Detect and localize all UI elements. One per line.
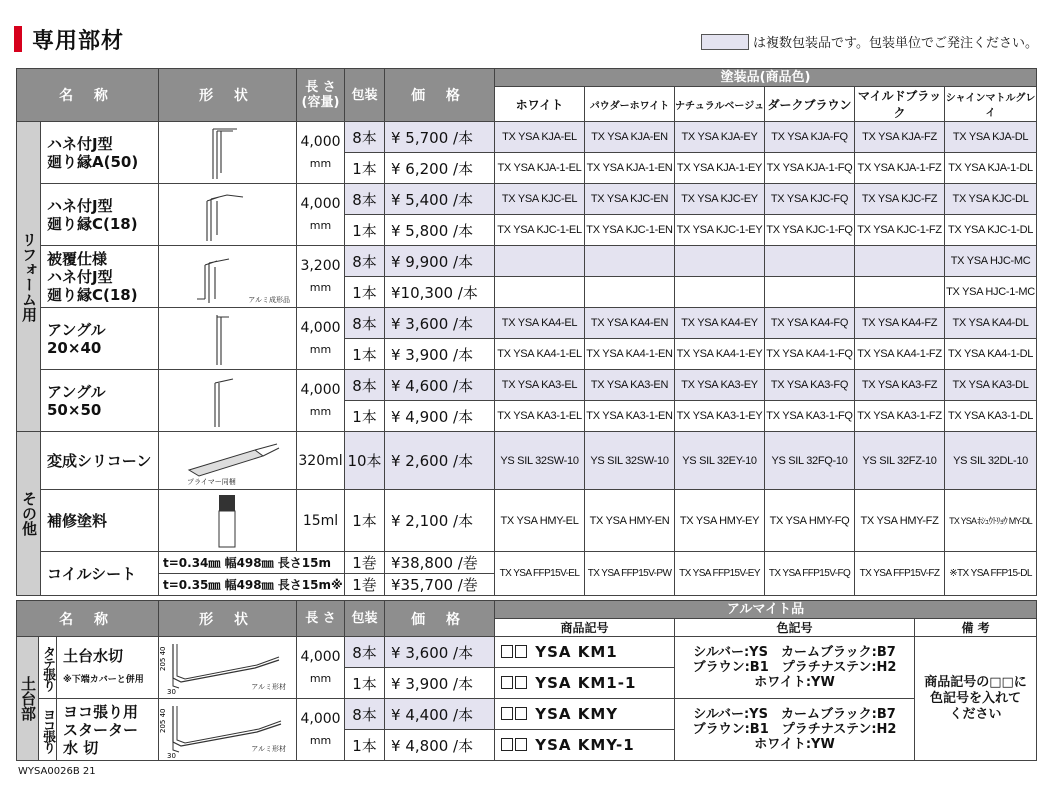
- pack: 1本: [345, 277, 385, 308]
- product-code: TX YSA KA3-1-EL: [495, 401, 585, 432]
- product-code: [495, 637, 675, 668]
- group-dodai: 土台部: [17, 637, 39, 761]
- product-code: TX YSA KA4-EN: [585, 308, 675, 339]
- length-cell: [297, 308, 345, 370]
- product-code: TX YSA HMY-EY: [675, 490, 765, 552]
- product-code: TX YSA KA3-EL: [495, 370, 585, 401]
- product-code: TX YSA KA3-1-DL: [945, 401, 1037, 432]
- item-name-line: 廻り縁C(18): [47, 214, 138, 233]
- item-name-cell: [41, 308, 159, 370]
- length-cell: [297, 246, 345, 308]
- product-code: TX YSA HMY-EL: [495, 490, 585, 552]
- multi-pack-swatch: [701, 34, 749, 50]
- product-code: TX YSA KA3-FZ: [855, 370, 945, 401]
- product-code: TX YSA KA4-FZ: [855, 308, 945, 339]
- shape-note: アルミ形材: [251, 745, 287, 753]
- length-value: 4,000: [300, 710, 341, 727]
- color-line: ブラウン:B1 プラチナステン:H2: [692, 660, 897, 675]
- product-code: [585, 277, 675, 308]
- group-reform: リフォーム用: [17, 122, 41, 432]
- shape-cell: [159, 246, 297, 308]
- alumite-parts-table: [16, 600, 1037, 761]
- pack: 1本: [345, 490, 385, 552]
- pack: 1本: [345, 339, 385, 370]
- profile-drawing: [159, 309, 295, 369]
- pack: 8本: [345, 370, 385, 401]
- product-code: TX YSA FFP15V-PW: [585, 552, 675, 596]
- price: ¥ 4,900 /本: [385, 401, 495, 432]
- col-colors-header: 塗装品(商品色): [495, 69, 1037, 87]
- length-unit: mm: [309, 280, 332, 294]
- item-name-line: ハネ付J型: [47, 196, 113, 215]
- item-name-cell: 補修塗料: [41, 490, 159, 552]
- t2-code-header: 商品記号: [495, 619, 675, 637]
- item-name-cell: 変成シリコーン: [41, 432, 159, 490]
- table-row: [17, 370, 1037, 401]
- t2-length-header: 長 さ: [297, 601, 345, 637]
- product-code: ※TX YSA FFP15-DL: [945, 552, 1037, 596]
- pack: 8本: [345, 122, 385, 153]
- t2-shape-header: 形 状: [159, 601, 297, 637]
- t2-price-header: 価 格: [385, 601, 495, 637]
- length-value: 3,200: [300, 257, 341, 274]
- item-name-line: アングル: [47, 320, 106, 339]
- product-code: TX YSA KJC-1-FZ: [855, 215, 945, 246]
- product-code: YS SIL 32SW-10: [495, 432, 585, 490]
- col-price-header: 価 格: [385, 69, 495, 122]
- svg-text:30: 30: [167, 687, 176, 696]
- shape-cell: [159, 122, 297, 184]
- shape-note: プライマー同梱: [187, 478, 236, 486]
- product-code: TX YSA FFP15V-FQ: [765, 552, 855, 596]
- page-title: 専用部材: [32, 28, 125, 54]
- product-code: TX YSA KJC-1-FQ: [765, 215, 855, 246]
- product-code: YS SIL 32DL-10: [945, 432, 1037, 490]
- shape-cell: [159, 432, 297, 490]
- pack: 8本: [345, 699, 385, 730]
- color-header-4: マイルドブラック: [855, 87, 945, 122]
- product-code: TX YSA HJC-1-MC: [945, 277, 1037, 308]
- product-code: TX YSA KJC-FQ: [765, 184, 855, 215]
- item-name-line: スターター: [63, 720, 139, 739]
- product-code: TX YSA KJA-EN: [585, 122, 675, 153]
- length-cell: 15ml: [297, 490, 345, 552]
- product-code: [495, 246, 585, 277]
- color-header-0: ホワイト: [495, 87, 585, 122]
- product-code-text: YSA KMY: [535, 705, 619, 723]
- pack: 8本: [345, 308, 385, 339]
- product-code: TX YSA KJA-1-EN: [585, 153, 675, 184]
- item-name-cell: [41, 370, 159, 432]
- pack: 8本: [345, 184, 385, 215]
- col-length-header: 長 さ(容量): [297, 69, 345, 122]
- svg-text:30: 30: [167, 751, 176, 760]
- price: ¥ 3,900 /本: [385, 339, 495, 370]
- product-code: [765, 277, 855, 308]
- product-code: TX YSA KA3-1-EN: [585, 401, 675, 432]
- price: ¥ 3,900 /本: [385, 668, 495, 699]
- coil-spec: t=0.34㎜ 幅498㎜ 長さ15m: [159, 552, 345, 574]
- product-code: TX YSA KA4-1-FQ: [765, 339, 855, 370]
- item-name-line: 50×50: [47, 400, 102, 419]
- product-code: TX YSA KA4-EL: [495, 308, 585, 339]
- profile-drawing: [159, 123, 295, 183]
- item-name-cell: [41, 184, 159, 246]
- item-dodai-mizukiri: [57, 637, 159, 699]
- pack: 8本: [345, 637, 385, 668]
- shape-dodai-mizukiri: [159, 637, 297, 699]
- length-unit: mm: [309, 156, 332, 170]
- t2-remarks-header: 備 考: [915, 619, 1037, 637]
- length-unit: mm: [309, 671, 332, 685]
- product-code: TX YSA KA3-FQ: [765, 370, 855, 401]
- color-codes-1: [675, 637, 915, 699]
- profile-drawing: [159, 371, 295, 431]
- product-code: YS SIL 32FQ-10: [765, 432, 855, 490]
- pack: 1本: [345, 153, 385, 184]
- product-code: TX YSA KJA-1-FZ: [855, 153, 945, 184]
- product-code: TX YSA KJA-1-FQ: [765, 153, 855, 184]
- color-header-2: ナチュラルベージュ: [675, 87, 765, 122]
- product-code: TX YSA KJA-1-EY: [675, 153, 765, 184]
- item-name-line: ヨコ張り用: [63, 702, 139, 721]
- pack: 1巻: [345, 574, 385, 596]
- product-code: [675, 277, 765, 308]
- document-id: WYSA0026B 21: [18, 766, 96, 777]
- product-code: TX YSA FFP15V-EL: [495, 552, 585, 596]
- price: ¥35,700 /巻: [385, 574, 495, 596]
- product-code: TX YSA KJC-EL: [495, 184, 585, 215]
- price: ¥ 3,600 /本: [385, 308, 495, 339]
- svg-text:205 40: 205 40: [159, 708, 168, 733]
- product-code: TX YSA KA4-1-EN: [585, 339, 675, 370]
- packaging-note-text: は複数包装品です。包装単位でご発注ください。: [753, 36, 1038, 51]
- product-code: [495, 668, 675, 699]
- header-accent-bar: [14, 26, 22, 52]
- coil-spec: t=0.35㎜ 幅498㎜ 長さ15m※: [159, 574, 345, 596]
- color-codes-2: [675, 699, 915, 761]
- color-header-1: パウダーホワイト: [585, 87, 675, 122]
- product-code: TX YSA KA3-1-EY: [675, 401, 765, 432]
- item-name-cell: [41, 246, 159, 308]
- item-name-line: 水 切: [63, 738, 99, 757]
- product-code: [495, 730, 675, 761]
- table-row: [17, 552, 1037, 574]
- product-code: [675, 246, 765, 277]
- packaging-note: [701, 32, 1038, 51]
- pack: 1巻: [345, 552, 385, 574]
- product-code: TX YSA KA4-1-EL: [495, 339, 585, 370]
- pack: 1本: [345, 668, 385, 699]
- length-yoko: [297, 699, 345, 761]
- shape-yoko-starter: [159, 699, 297, 761]
- price: ¥ 5,400 /本: [385, 184, 495, 215]
- price: ¥10,300 /本: [385, 277, 495, 308]
- paint-bottle-drawing: [159, 491, 295, 551]
- remarks: [915, 637, 1037, 761]
- length-dodai: [297, 637, 345, 699]
- length-cell: 320ml: [297, 432, 345, 490]
- product-code: TX YSA ﾎｼｭｳﾄﾘｮｳ MY-DL: [945, 490, 1037, 552]
- product-code: [495, 277, 585, 308]
- color-line: ブラウン:B1 プラチナステン:H2: [692, 722, 897, 737]
- product-code: YS SIL 32FZ-10: [855, 432, 945, 490]
- product-code: TX YSA KA3-1-FZ: [855, 401, 945, 432]
- table-row: [17, 308, 1037, 339]
- pack: 1本: [345, 215, 385, 246]
- product-code: [585, 246, 675, 277]
- product-code: TX YSA FFP15V-FZ: [855, 552, 945, 596]
- shape-note: アルミ形材: [251, 683, 287, 691]
- svg-text:205 40: 205 40: [159, 646, 168, 671]
- col-shape-header: 形 状: [159, 69, 297, 122]
- product-code-text: YSA KM1: [535, 643, 618, 661]
- price: ¥ 4,400 /本: [385, 699, 495, 730]
- color-header-3: ダークブラウン: [765, 87, 855, 122]
- length-unit: mm: [309, 218, 332, 232]
- product-code: TX YSA KJA-1-EL: [495, 153, 585, 184]
- length-value: 4,000: [300, 195, 341, 212]
- product-code: TX YSA KA3-EY: [675, 370, 765, 401]
- product-code: TX YSA KJC-FZ: [855, 184, 945, 215]
- product-code: [765, 246, 855, 277]
- product-code: TX YSA HJC-MC: [945, 246, 1037, 277]
- section-header: [14, 24, 124, 54]
- color-line: ホワイト:YW: [754, 737, 835, 752]
- t2-color-header: 色記号: [675, 619, 915, 637]
- sub-tate: タテ張り: [39, 637, 57, 699]
- product-code: TX YSA KA4-1-FZ: [855, 339, 945, 370]
- item-name-line: ハネ付J型: [47, 134, 113, 153]
- product-code-text: YSA KMY-1: [535, 736, 635, 754]
- group-other: その他: [17, 432, 41, 596]
- product-code: [495, 699, 675, 730]
- price: ¥38,800 /巻: [385, 552, 495, 574]
- product-code: TX YSA KJA-FQ: [765, 122, 855, 153]
- price: ¥ 2,600 /本: [385, 432, 495, 490]
- price: ¥ 5,700 /本: [385, 122, 495, 153]
- product-code: TX YSA HMY-FZ: [855, 490, 945, 552]
- t2-name-header: 名 称: [17, 601, 159, 637]
- remarks-line: 色記号を入れて: [930, 690, 1022, 706]
- t2-alumite-header: アルマイト品: [495, 601, 1037, 619]
- pack: 8本: [345, 246, 385, 277]
- sub-yoko: ヨコ張り: [39, 699, 57, 761]
- color-line: シルバー:YS カームブラック:B7: [693, 645, 896, 660]
- t2-pack-header: 包装: [345, 601, 385, 637]
- price: ¥ 4,800 /本: [385, 730, 495, 761]
- col-name-header: 名 称: [17, 69, 159, 122]
- product-code: YS SIL 32SW-10: [585, 432, 675, 490]
- product-code-text: YSA KM1-1: [535, 674, 637, 692]
- remarks-line: ください: [949, 706, 1002, 722]
- product-code: TX YSA KJC-1-EY: [675, 215, 765, 246]
- remarks-line: 商品記号の□□に: [924, 674, 1027, 690]
- product-code: TX YSA KJA-FZ: [855, 122, 945, 153]
- pack: 1本: [345, 730, 385, 761]
- product-code: TX YSA KJA-1-DL: [945, 153, 1037, 184]
- length-cell: [297, 122, 345, 184]
- product-code: TX YSA KA4-1-DL: [945, 339, 1037, 370]
- item-name-line: 廻り縁C(18): [47, 285, 138, 304]
- color-header-5: シャインマトルグレイ: [945, 87, 1037, 122]
- profile-drawing: [159, 185, 295, 245]
- length-value: 4,000: [300, 381, 341, 398]
- dedicated-parts-table: [16, 68, 1037, 596]
- product-code: TX YSA KA3-EN: [585, 370, 675, 401]
- length-cell: [297, 184, 345, 246]
- length-value: 4,000: [300, 648, 341, 665]
- item-name-line: 廻り縁A(50): [47, 152, 139, 171]
- table-row: [17, 122, 1037, 153]
- product-code: [855, 277, 945, 308]
- item-note: ※下端カバーと併用: [63, 674, 144, 685]
- table-row: [17, 184, 1037, 215]
- shape-cell: [159, 184, 297, 246]
- product-code: TX YSA KJC-EN: [585, 184, 675, 215]
- product-code: TX YSA KJA-EY: [675, 122, 765, 153]
- item-name-cell: [41, 122, 159, 184]
- pack: 10本: [345, 432, 385, 490]
- product-code: TX YSA KJC-EY: [675, 184, 765, 215]
- table-row: [17, 490, 1037, 552]
- shape-note: アルミ成形品: [248, 296, 290, 304]
- length-value: 4,000: [300, 319, 341, 336]
- shape-cell: [159, 308, 297, 370]
- shape-cell: [159, 370, 297, 432]
- color-line: シルバー:YS カームブラック:B7: [693, 707, 896, 722]
- item-name: 土台水切: [63, 646, 124, 665]
- item-name-cell: コイルシート: [41, 552, 159, 596]
- product-code: TX YSA KJA-EL: [495, 122, 585, 153]
- product-code: TX YSA KA4-FQ: [765, 308, 855, 339]
- price: ¥ 9,900 /本: [385, 246, 495, 277]
- price: ¥ 3,600 /本: [385, 637, 495, 668]
- table-row: [17, 246, 1037, 277]
- col-pack-header: 包装: [345, 69, 385, 122]
- product-code: TX YSA HMY-FQ: [765, 490, 855, 552]
- price: ¥ 2,100 /本: [385, 490, 495, 552]
- length-unit: mm: [309, 342, 332, 356]
- item-name-line: 被覆仕様: [47, 249, 108, 268]
- product-code: TX YSA KA3-1-FQ: [765, 401, 855, 432]
- product-code: [855, 246, 945, 277]
- length-value: 4,000: [300, 133, 341, 150]
- product-code: TX YSA KA4-1-EY: [675, 339, 765, 370]
- shape-cell: [159, 490, 297, 552]
- item-name-line: ハネ付J型: [47, 267, 113, 286]
- product-code: TX YSA KJC-DL: [945, 184, 1037, 215]
- product-code: TX YSA KJC-1-EN: [585, 215, 675, 246]
- product-code: TX YSA KJC-1-EL: [495, 215, 585, 246]
- color-line: ホワイト:YW: [754, 675, 835, 690]
- price: ¥ 5,800 /本: [385, 215, 495, 246]
- product-code: TX YSA FFP15V-EY: [675, 552, 765, 596]
- table-row: [17, 432, 1037, 490]
- item-yoko-starter: [57, 699, 159, 761]
- price: ¥ 6,200 /本: [385, 153, 495, 184]
- product-code: TX YSA KA3-DL: [945, 370, 1037, 401]
- product-code: TX YSA KA4-EY: [675, 308, 765, 339]
- length-cell: [297, 370, 345, 432]
- item-name-line: アングル: [47, 382, 106, 401]
- product-code: YS SIL 32EY-10: [675, 432, 765, 490]
- product-code: TX YSA KJC-1-DL: [945, 215, 1037, 246]
- product-code: TX YSA KJA-DL: [945, 122, 1037, 153]
- item-name-line: 20×40: [47, 338, 102, 357]
- product-code: TX YSA KA4-DL: [945, 308, 1037, 339]
- product-code: TX YSA HMY-EN: [585, 490, 675, 552]
- price: ¥ 4,600 /本: [385, 370, 495, 401]
- pack: 1本: [345, 401, 385, 432]
- length-unit: mm: [309, 404, 332, 418]
- length-unit: mm: [309, 733, 332, 747]
